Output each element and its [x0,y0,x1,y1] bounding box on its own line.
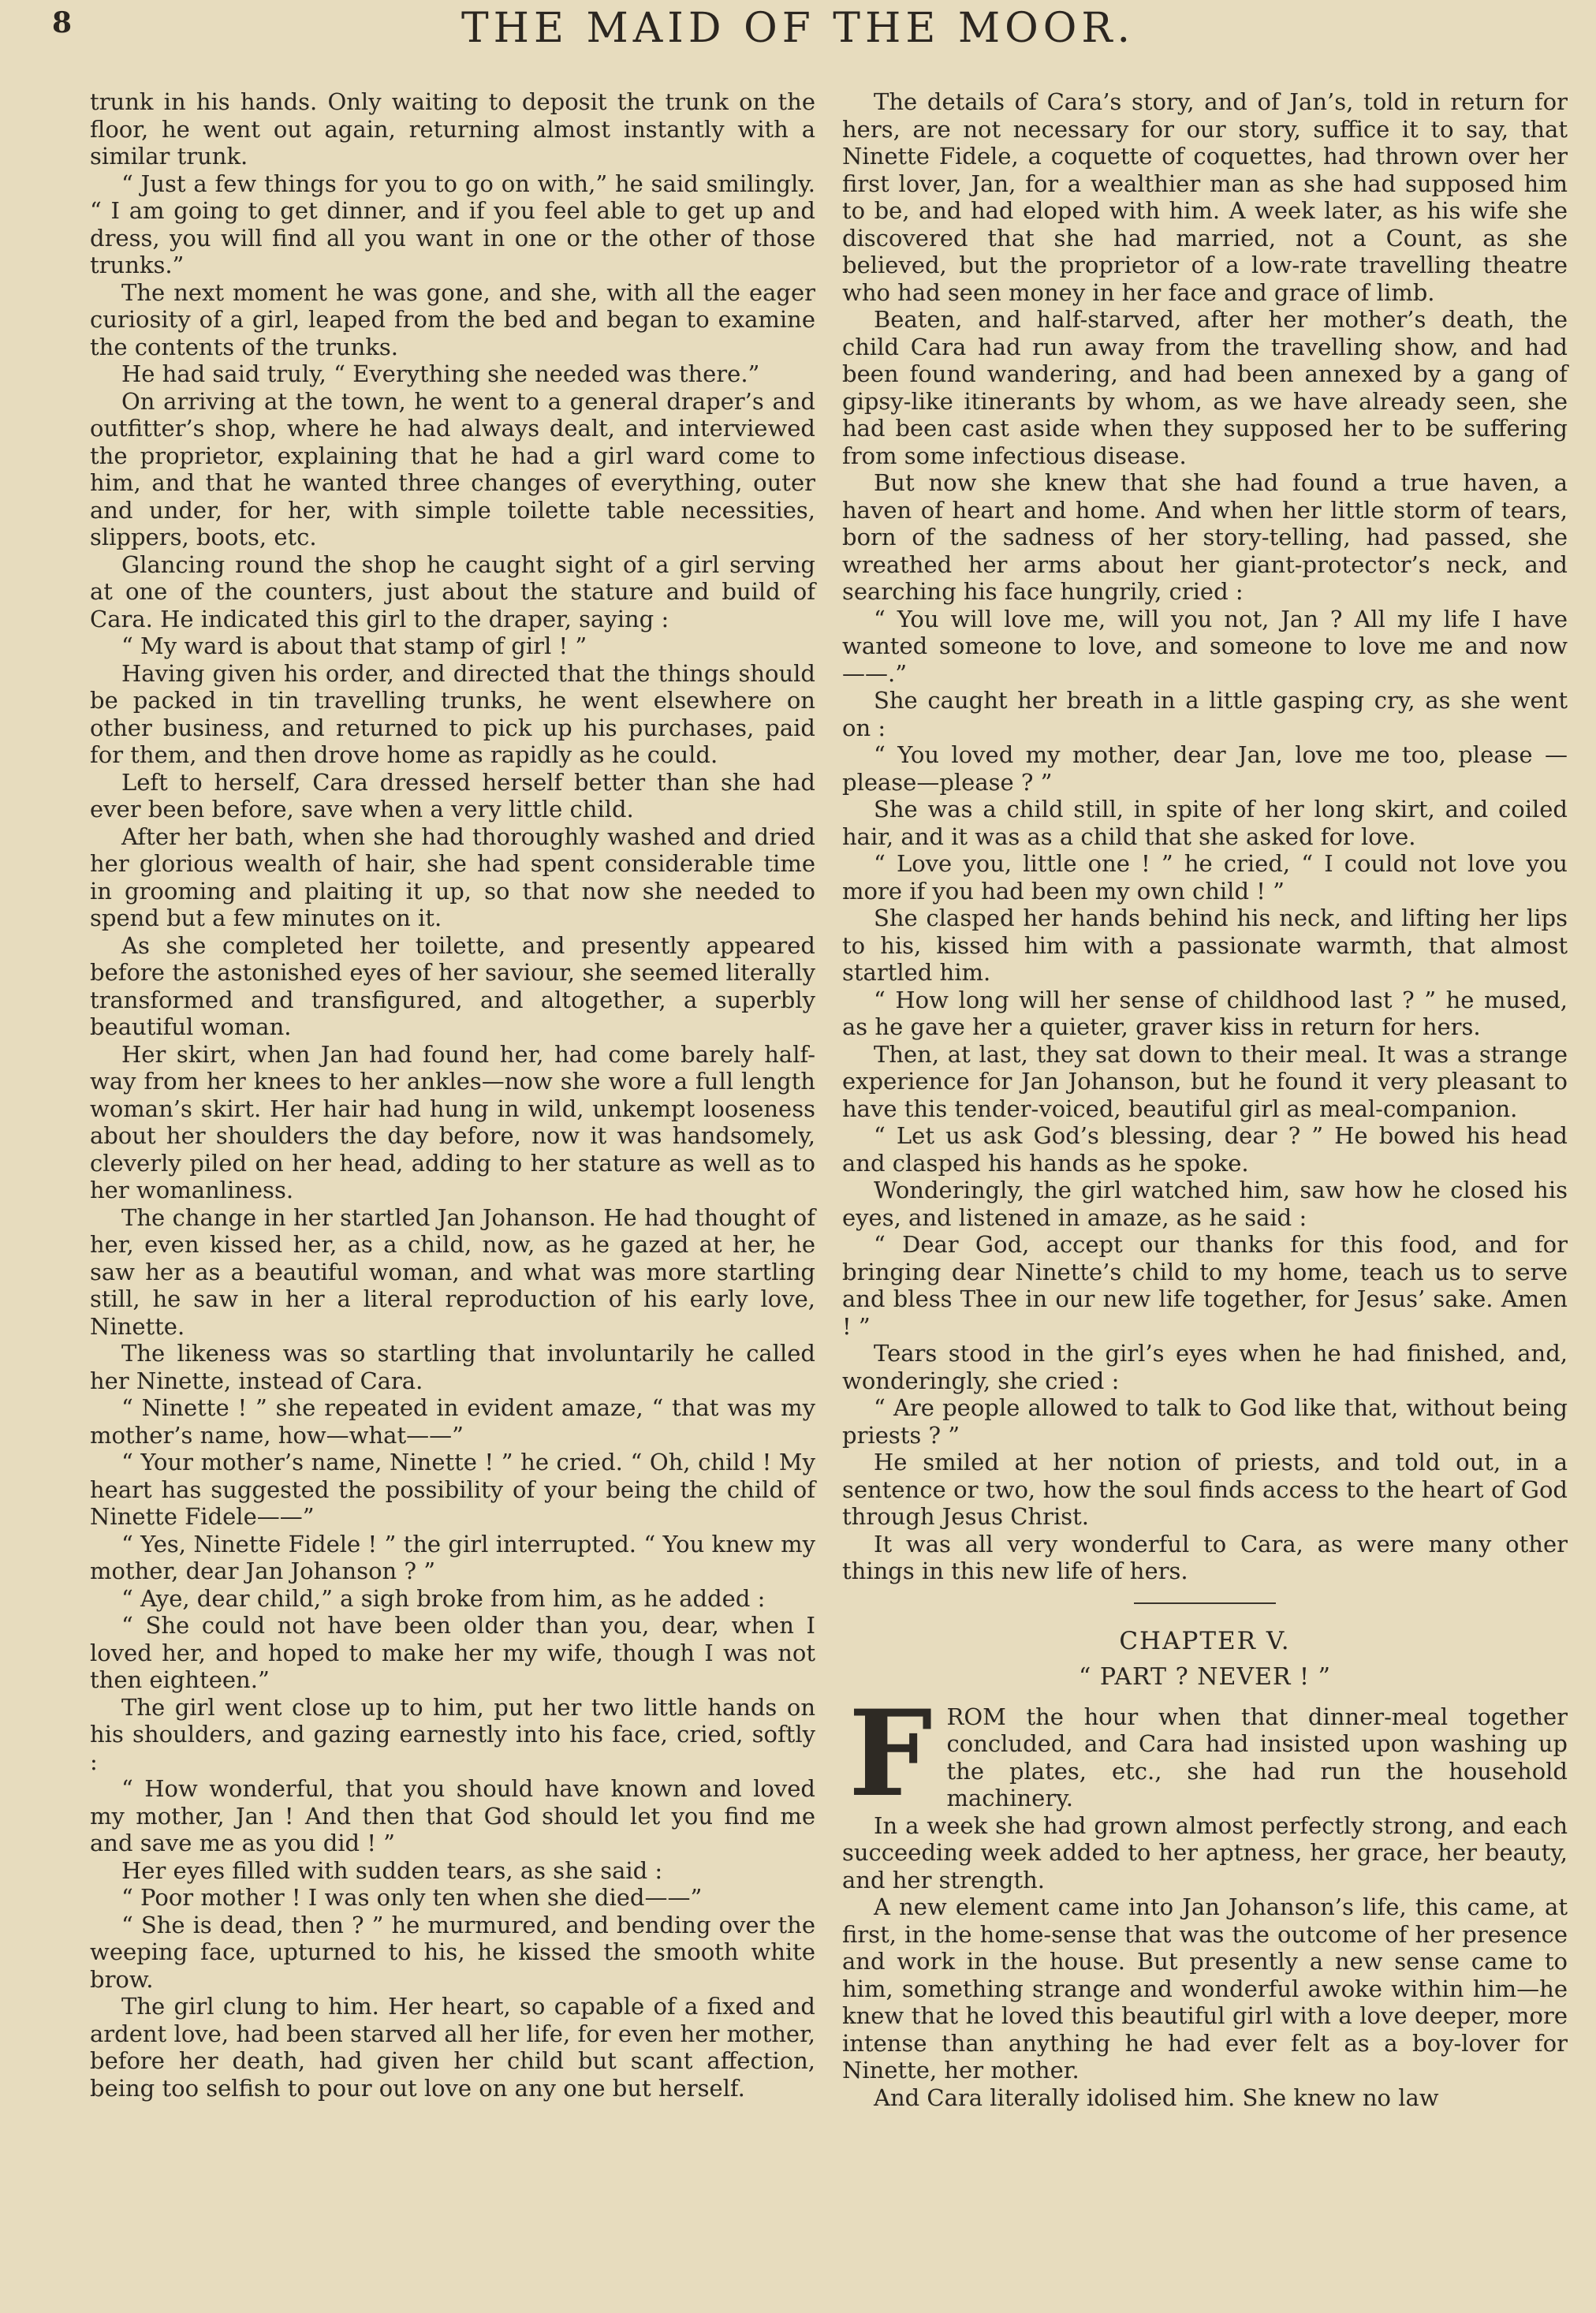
right-column [842,88,1568,2111]
paragraph: “ Poor mother ! I was only ten when she died——” [121,1884,703,1911]
paragraph: “ She is dead, then ? ” he murmured, and bending over the weeping face, upturned to his, he kissed the smooth white brow. [90,1911,815,1993]
paragraph: Then, at last, they sat down to their meal. It was a strange experience for Jan Johanson, but he found it very pleasant to have this tender-voiced, beautiful girl as meal-companion. [842,1040,1568,1122]
paragraph: A new element came into Jan Johanson’s life, this came, at first, in the home-sense that was the outcome of her presence and work in the house. But presently a new sense came to him, something strange and wonderful awoke within him—he knew that he loved this beautiful girl with a love deeper, more intense than anything he had ever felt as a boy-lover for Ninette, her mother. [842,1893,1568,2084]
paragraph: “ She could not have been older than you, dear, when I loved her, and hoped to make her my wife, though I was not then eighteen.” [90,1612,815,1693]
paragraph: “ Aye, dear child,” a sigh broke from him, as he added : [121,1584,766,1612]
left-column [90,88,815,2102]
paragraph: The likeness was so startling that involuntarily he called her Ninette, instead of Cara. [90,1340,815,1394]
chapter-opening [842,1684,1568,1894]
paragraph: Wonderingly, the girl watched him, saw how he closed his eyes, and listened in amaze, as he said : [842,1177,1568,1231]
paragraph: “ Let us ask God’s blessing, dear ? ” He bowed his head and clasped his hands as he spoke. [842,1122,1568,1177]
chapter-title: CHAPTER V. [1119,1626,1291,1655]
paragraph: “ My ward is about that stamp of girl ! ” [121,632,587,659]
paragraph: He had said truly, “ Everything she needed was there.” [121,360,760,387]
paragraph: “ How long will her sense of childhood last ? ” he mused, as he gave her a quieter, graver kiss in return for hers. [842,986,1568,1040]
paragraph: “ Just a few things for you to go on with,” he said smilingly. “ I am going to get dinner, and if you feel able to get up and dress, you will find all you want in one or the other of those trunks.” [90,170,815,278]
paragraph: On arriving at the town, he went to a general draper’s and outfitter’s shop, where he had always dealt, and interviewed the proprietor, explaining that he had a girl ward come to him, and that he wanted three changes of everything, outer and under, for her, with simple toilette table necessities, slippers, boots, etc. [90,387,815,550]
paragraph: The girl went close up to him, put her two little hands on his shoulders, and gazing earnestly into his face, cried, softly : [90,1693,815,1775]
paragraph: Having given his order, and directed that the things should be packed in tin travelling trunks, he went elsewhere on other business, and returned to pick up his purchases, paid for them, and then drove home as rapidly as he could. [90,659,815,768]
paragraph: “ Dear God, accept our thanks for this food, and for bringing dear Ninette’s child to my home, teach us to serve and bless Thee in our new life together, for Jesus’ sake. Amen ! ” [842,1231,1568,1340]
paragraph: She was a child still, in spite of her long skirt, and coiled hair, and it was as a child that she asked for love. [842,796,1568,850]
paragraph: The next moment he was gone, and she, with all the eager curiosity of a girl, leaped from the bed and began to examine the contents of the trunks. [90,278,815,360]
section-divider [1134,1602,1276,1604]
paragraph: The details of Cara’s story, and of Jan’s, told in return for hers, are not necessary for our story, suffice it to say, that Ninette Fidele, a coquette of coquettes, had thrown over her first lover, Jan, for a wealthier man as she had supposed him to be, and had eloped with him. A week later, as his wife she discovered that she had married, not a Count, as she believed, but the proprietor of a low-rate travelling theatre who had seen money in her face and grace of limb. [842,88,1568,306]
paragraph: “ Are people allowed to talk to God like that, without being priests ? ” [842,1394,1568,1449]
paragraph: The change in her startled Jan Johanson. He had thought of her, even kissed her, as a child, now, as he gazed at her, he saw her as a beautiful woman, and what was more startling still, he saw in her a literal reproduction of his early love, Ninette. [90,1203,815,1340]
paragraph: “ Love you, little one ! ” he cried, “ I could not love you more if you had been my own child ! ” [842,850,1568,905]
paragraph: “ How wonderful, that you should have known and loved my mother, Jan ! And then that God should let you find me and save me as you did ! ” [90,1775,815,1856]
drop-cap: F [848,1684,933,1823]
paragraph: The girl clung to him. Her heart, so capable of a fixed and ardent love, had been starved all her life, for even her mother, before her death, had given her child but scant affection, being too selfish to pour out love on any one but herself. [90,1993,815,2102]
paragraph: trunk in his hands. Only waiting to deposit the trunk on the floor, he went out again, returning almost instantly with a similar trunk. [90,88,815,170]
paragraph: In a week she had grown almost perfectly strong, and each succeeding week added to her aptness, her grace, her beauty, and her strength. [842,1811,1568,1893]
paragraph: But now she knew that she had found a true haven, a haven of heart and home. And when her little storm of tears, born of the sadness of her story-telling, had passed, she wreathed her arms about her giant-protector’s neck, and searching his face hungrily, cried : [842,469,1568,605]
paragraph: “ You will love me, will you not, Jan ? All my life I have wanted someone to love, and someone to love me and now——.” [842,605,1568,687]
paragraph: She clasped her hands behind his neck, and lifting her lips to his, kissed him with a passionate warmth, that almost startled him. [842,905,1568,986]
paragraph: He smiled at her notion of priests, and told out, in a sentence or two, how the soul finds access to the heart of God through Jesus Christ. [842,1449,1568,1530]
paragraph: Tears stood in the girl’s eyes when he had finished, and, wonderingly, she cried : [842,1340,1568,1394]
page-number: 8 [52,6,73,39]
paragraph: After her bath, when she had thoroughly washed and dried her glorious wealth of hair, she had spent considerable time in grooming and plaiting it up, so that now she needed to spend but a few minutes on it. [90,823,815,931]
paragraph: “ Yes, Ninette Fidele ! ” the girl interrupted. “ You knew my mother, dear Jan Johanson ? ” [90,1530,815,1584]
paragraph: Left to herself, Cara dressed herself better than she had ever been before, save when a very little child. [90,768,815,823]
paragraph: Her eyes filled with sudden tears, as she said : [121,1856,663,1884]
paragraph: ROM the hour when that dinner-meal together concluded, and Cara had insisted upon washing up the plates, etc., she had run the household machinery. [946,1703,1568,1811]
chapter-subtitle: “ PART ? NEVER ! ” [1079,1662,1331,1691]
paragraph: “ Your mother’s name, Ninette ! ” he cried. “ Oh, child ! My heart has suggested the possibility of your being the child of Ninette Fidele——” [90,1449,815,1530]
paragraph: “ You loved my mother, dear Jan, love me too, please —please—please ? ” [842,741,1568,796]
paragraph: She caught her breath in a little gasping cry, as she went on : [842,687,1568,741]
paragraph: As she completed her toilette, and presently appeared before the astonished eyes of her saviour, she seemed literally transformed and transfigured, and altogether, a superbly beautiful woman. [90,931,815,1040]
paragraph: And Cara literally idolised him. She knew no law [874,2084,1439,2111]
paragraph: Her skirt, when Jan had found her, had come barely half-way from her knees to her ankles—now she wore a full length woman’s skirt. Her hair had hung in wild, unkempt looseness about her shoulders the day before, now it was handsomely, cleverly piled on her head, adding to her stature as well as to her womanliness. [90,1040,815,1203]
paragraph: “ Ninette ! ” she repeated in evident amaze, “ that was my mother’s name, how—what——” [90,1394,815,1449]
paragraph: Glancing round the shop he caught sight of a girl serving at one of the counters, just about the stature and build of Cara. He indicated this girl to the draper, saying : [90,550,815,632]
running-head: THE MAID OF THE MOOR. [461,5,1135,52]
paragraph: It was all very wonderful to Cara, as were many other things in this new life of hers. [842,1530,1568,1584]
paragraph: Beaten, and half-starved, after her mother’s death, the child Cara had run away from the travelling show, and had been found wandering, and had been annexed by a gang of gipsy-like itinerants by whom, as we have already seen, she had been cast aside when they supposed her to be suffering from some infectious disease. [842,306,1568,469]
